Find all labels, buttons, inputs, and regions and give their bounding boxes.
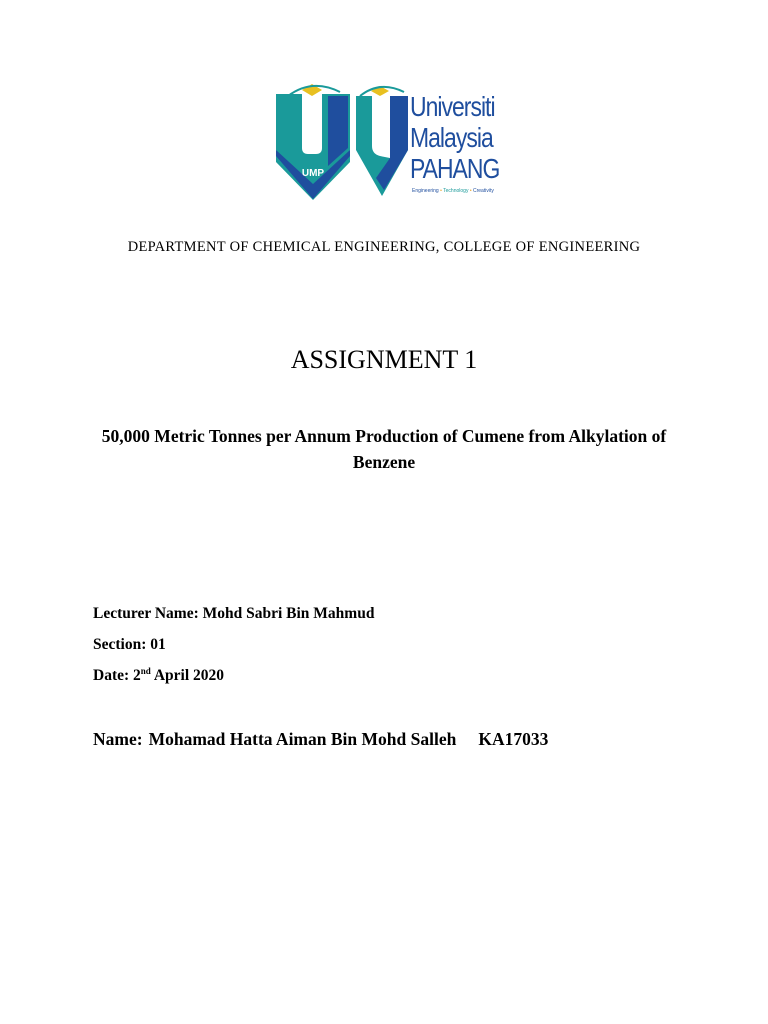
assignment-title: ASSIGNMENT 1	[290, 345, 478, 374]
student-name: Mohamad Hatta Aiman Bin Mohd Salleh	[148, 729, 457, 749]
wordmark-line-1: Universiti	[410, 91, 495, 122]
wordmark-line-3: PAHANG	[410, 153, 500, 184]
date-day: 2	[133, 667, 141, 684]
section-label: Section:	[93, 636, 147, 653]
lecturer-line	[93, 605, 374, 623]
date-label: Date:	[93, 667, 130, 684]
lecturer-label: Lecturer Name:	[93, 605, 199, 622]
ump-emblem-icon	[272, 84, 412, 202]
tagline-creativity: Creativity	[473, 188, 494, 194]
student-id: KA17033	[478, 729, 549, 749]
lecturer-value: Mohd Sabri Bin Mahmud	[202, 605, 375, 622]
section-value: 01	[150, 636, 166, 653]
tagline-technology: Technology	[443, 188, 469, 194]
project-title: 50,000 Metric Tonnes per Annum Production of Cumene from Alkylation of Benzene	[101, 426, 667, 472]
date-rest: April 2020	[153, 667, 225, 684]
university-wordmark	[410, 93, 519, 186]
student-line	[93, 729, 548, 750]
section-line	[93, 636, 166, 654]
tagline-engineering: Engineering	[412, 188, 439, 194]
date-suffix: nd	[140, 666, 151, 676]
logo-tagline: Engineering • Technology • Creativity	[412, 188, 494, 194]
student-name-label: Name:	[93, 729, 143, 749]
ump-label: UMP	[301, 168, 325, 179]
date-line	[93, 667, 224, 685]
department-heading: DEPARTMENT OF CHEMICAL ENGINEERING, COLLEGE OF ENGINEERING	[127, 239, 641, 255]
wordmark-line-2: Malaysia	[410, 122, 493, 153]
